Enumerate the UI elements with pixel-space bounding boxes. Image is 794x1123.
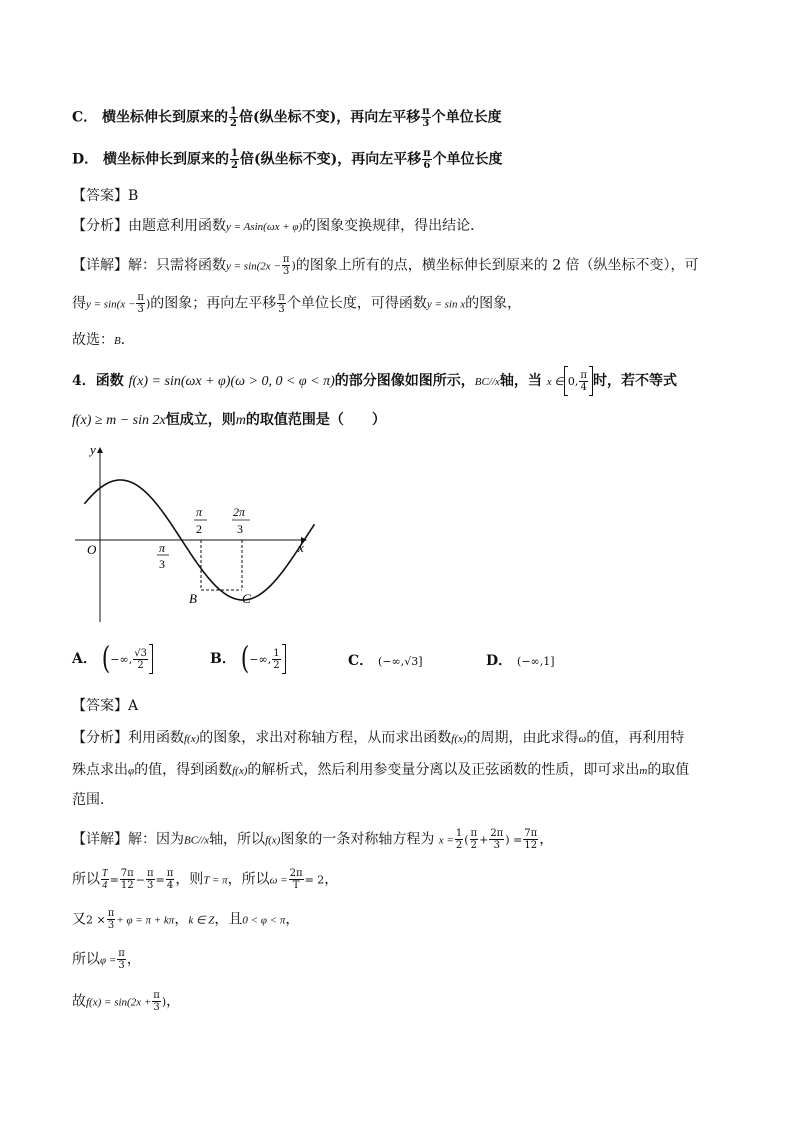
q4-option-c[interactable]: C． (−∞,√3] [348,653,423,669]
option-c-prev: C． 横坐标伸长到原来的 $\frac{1}{2}$ 倍(纵坐标不变)，再向左平移 $\frac{\pi}{3}$ 个单位长度 [72,106,502,129]
q3-detail-line1: 【详解】解：只需将函数y = sin(2x − $\frac{\pi}{3}$ )的图象上所有的点，横坐标伸长到原来的 2 倍（纵坐标不变），可 [72,254,699,277]
option-d-prev: D． 横坐标伸长到原来的 $\frac{1}{2}$ 倍(纵坐标不变)，再向左平移 $\frac{\pi}{6}$ 个单位长度 [72,148,503,171]
q4-stem-line1: 4．函数 f(x) = sin(ωx + φ)(ω > 0, 0 < φ < π)的部分图像如图所示，BC//x轴，当 x ∈ 0, $\frac{\pi}{4}$ 时，若不等式 [72,366,677,396]
fraction: $\frac{1}{2}$ [231,148,238,171]
q3-detail-line2: 得y = sin(x − $\frac{\pi}{3}$ )的图象；再向左平移 $\frac{\pi}{3}$ 个单位长度，可得函数y = sin x的图象， [72,292,522,315]
tick-pi-2-num: π [196,505,203,519]
q4-option-d[interactable]: D． (−∞,1] [486,653,555,669]
fraction: $\frac{1}{2}$ [230,106,237,129]
fraction: $\frac{√3}{2}$ [134,647,147,671]
fraction: $\frac{\pi}{3}$ [282,254,290,277]
fraction: $\frac{2\pi}{3}$ [490,828,504,851]
q4-detail-line4: 所以φ = $\frac{\pi}{3}$ ， [72,948,141,971]
option-label: C． [72,109,98,126]
fraction: $\frac{\pi}{4}$ [580,369,587,393]
q4-option-a[interactable]: A． (−∞, $\frac{√3}{2}$ [72,644,153,674]
function-graph [70,440,320,630]
q3-choose: 故选：B． [72,332,135,348]
tick-2pi-3-num: 2π [233,505,246,519]
origin-label: O [87,542,97,557]
fraction: $\frac{\pi}{4}$ [166,868,174,891]
q4-stem-line2: f(x) ≥ m − sin 2x恒成立，则m的取值范围是（ ） [72,412,386,428]
tick-pi-2-den: 2 [196,522,202,536]
fraction: $\frac{1}{2}$ [273,647,280,671]
q4-analysis-line3: 范围． [72,792,114,808]
fraction: $\frac{\pi}{3}$ [278,292,285,315]
fraction: $\frac{2\pi}{T}$ [289,868,303,891]
fraction: $\frac{\pi}{3}$ [146,868,154,891]
question-number: 4． [72,373,96,389]
q4-option-b[interactable]: B． (−∞, $\frac{1}{2}$ [210,644,286,674]
fraction: $\frac{7\pi}{12}$ [120,868,134,891]
tick-2pi-3-den: 3 [237,522,243,536]
option-label: D． [72,151,99,168]
fraction: $\frac{1}{2}$ [455,828,463,851]
q3-answer: 【答案】B [72,188,139,204]
q4-analysis-line2: 殊点求出φ的值，得到函数f(x)的解析式，然后利用参变量分离以及正弦函数的性质，即可求出m的取值 [72,762,690,778]
x-axis-label: x [298,540,304,555]
fraction: $\frac{\pi}{3}$ [107,908,115,931]
fraction: $\frac{\pi}{3}$ [118,948,125,971]
q4-detail-line3: 又2 × $\frac{\pi}{3}$ + φ = π + kπ，k ∈ Z，且0 < φ < π， [72,908,300,931]
point-b-label: B [189,591,197,606]
tick-pi-3-num: π [159,541,166,555]
q4-detail-line1: 【详解】解：因为BC//x轴，所以f(x)图象的一条对称轴方程为 x = $\frac{1}{2}$ ( $\frac{\pi}{2}$ + $\frac{2\pi}{3}$ ) = $\frac{7\pi}{12}$ ， [72,828,554,851]
fraction: $\frac{\pi}{3}$ [137,292,144,315]
fraction: $\frac{\pi}{6}$ [423,148,431,171]
fraction: $\frac{\pi}{3}$ [422,106,430,129]
fraction: $\frac{7\pi}{12}$ [524,828,538,851]
y-axis-label: y [90,442,96,457]
fraction: $\frac{T}{4}$ [102,868,108,891]
q4-answer: 【答案】A [72,698,139,714]
point-c-label: C [242,591,251,606]
q4-detail-line5: 故f(x) = sin(2x + $\frac{\pi}{3}$ )， [72,990,181,1013]
fraction: $\frac{\pi}{3}$ [153,990,160,1013]
q4-detail-line2: 所以 $\frac{T}{4}$ = $\frac{7\pi}{12}$ − $\frac{\pi}{3}$ = $\frac{\pi}{4}$ ，则T = π，所以ω = $\frac{2\pi}{T}$ = 2， [72,868,339,891]
fraction: $\frac{\pi}{2}$ [470,828,478,851]
q4-analysis-line1: 【分析】利用函数f(x)的图象，求出对称轴方程，从而求出函数f(x)的周期，由此求得ω的值，再利用特 [72,730,685,746]
q3-analysis: 【分析】由题意利用函数y = Asin(ωx + φ)的图象变换规律，得出结论． [72,218,485,234]
tick-pi-3-den: 3 [159,557,165,571]
